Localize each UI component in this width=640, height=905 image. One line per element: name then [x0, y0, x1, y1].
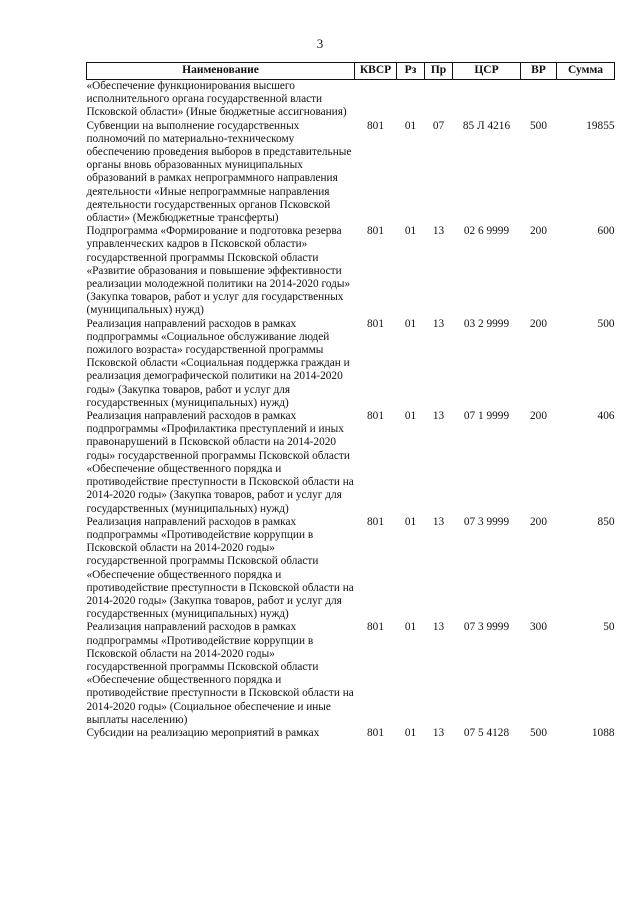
row-sum — [557, 80, 615, 120]
row-kvsr: 801 — [367, 726, 384, 739]
header-name: Наименование — [87, 63, 355, 80]
row-vr: 200 — [530, 317, 547, 330]
row-rz: 01 — [404, 515, 417, 528]
header-pr: Пр — [425, 63, 453, 80]
table-row — [87, 516, 615, 622]
row-kvsr: 801 — [367, 515, 384, 528]
row-pr: 13 — [432, 515, 445, 528]
row-sum: 406 — [597, 410, 615, 423]
table-row — [87, 120, 615, 226]
row-vr: 200 — [530, 410, 547, 423]
header-sum: Сумма — [557, 63, 615, 80]
row-csr — [453, 80, 521, 120]
row-vr: 500 — [530, 726, 547, 739]
row-vr: 200 — [530, 515, 547, 528]
row-rz: 01 — [404, 119, 417, 132]
row-sum: 1088 — [591, 726, 615, 739]
row-rz: 01 — [404, 410, 417, 423]
row-rz — [397, 80, 425, 120]
row-rz: 01 — [404, 621, 417, 634]
row-kvsr: 801 — [367, 119, 384, 132]
row-name: Реализация направлений расходов в рамках подпрограммы «Противодействие коррупции в Псковской области на 2014-2020 годы» государственной программы Псковской области «Обеспечение общественного порядка и противодействие преступности в Псковской области на 2014-2020 годы» (Закупка товаров, работ и услуг для государственных (муниципальных) нужд) — [86, 515, 354, 621]
table-row — [87, 621, 615, 727]
row-kvsr: 801 — [367, 317, 384, 330]
table-row — [87, 225, 615, 317]
row-name: Подпрограмма «Формирование и подготовка резерва управленческих кадров в Псковской области» государственной программы Псковской области «Развитие образования и повышение эффективности реализации молодежной политики на 2014-2020 годы» (Закупка товаров, работ и услуг для государственных (муниципальных) нужд) — [86, 225, 351, 317]
row-vr: 500 — [530, 119, 547, 132]
row-csr: 07 3 9999 — [463, 515, 510, 528]
budget-table — [86, 62, 615, 740]
row-csr: 07 1 9999 — [463, 410, 510, 423]
table-row — [87, 410, 615, 516]
row-name: Субвенции на выполнение государственных полномочий по материально-техническому обеспечению проведения выборов в представительные органы вновь образованных муниципальных образований в рамках непрограммного направления деятельности «Иные непрограммные направления деятельности государственных органов Псковской области» (Межбюджетные трансферты) — [86, 119, 352, 225]
header-csr: ЦСР — [453, 63, 521, 80]
row-kvsr — [355, 80, 397, 120]
row-csr: 85 Л 4216 — [462, 119, 511, 132]
row-pr — [425, 80, 453, 120]
row-name: Реализация направлений расходов в рамках подпрограммы «Противодействие коррупции в Псковской области на 2014-2020 годы» государственной программы Псковской области «Обеспечение общественного порядка и противодействие преступности в Псковской области на 2014-2020 годы» (Социальное обеспечение и иные выплаты населению) — [86, 621, 354, 726]
table-header-row — [87, 63, 615, 80]
header-kvsr: КВСР — [355, 63, 397, 80]
page-number: 3 — [316, 36, 324, 51]
row-name: Субсидии на реализацию мероприятий в рамках — [86, 726, 320, 739]
row-rz: 01 — [404, 317, 417, 330]
row-sum: 600 — [597, 225, 615, 238]
row-kvsr: 801 — [367, 621, 384, 634]
row-name: «Обеспечение функционирования высшего исполнительного органа государственной власти Псковской области» (Иные бюджетные ассигнования) — [86, 80, 347, 119]
row-name: Реализация направлений расходов в рамках подпрограммы «Социальное обслуживание людей пожилого возраста» государственной программы Псковской области «Социальная поддержка граждан и реализация демографической политики на 2014-2020 годы» (Закупка товаров, работ и услуг для государственных (муниципальных) нужд) — [86, 317, 350, 409]
row-pr: 13 — [432, 621, 445, 634]
row-sum: 500 — [597, 317, 615, 330]
row-pr: 13 — [432, 225, 445, 238]
row-csr: 02 6 9999 — [463, 225, 510, 238]
row-pr: 13 — [432, 317, 445, 330]
row-vr: 300 — [530, 621, 547, 634]
row-pr: 07 — [432, 119, 445, 132]
row-name: Реализация направлений расходов в рамках подпрограммы «Профилактика преступлений и иных правонарушений в Псковской области на 2014-2020 годы» государственной программы Псковской области «Обеспечение общественного порядка и противодействие преступности в Псковской области на 2014-2020 годы» (Закупка товаров, работ и услуг для государственных (муниципальных) нужд) — [86, 410, 354, 515]
header-vr: ВР — [521, 63, 557, 80]
header-rz: Рз — [397, 63, 425, 80]
table-row — [87, 318, 615, 410]
row-kvsr: 801 — [367, 225, 384, 238]
row-pr: 13 — [432, 726, 445, 739]
row-rz: 01 — [404, 726, 417, 739]
row-sum: 850 — [597, 515, 615, 528]
row-rz: 01 — [404, 225, 417, 238]
row-csr: 03 2 9999 — [463, 317, 510, 330]
row-csr: 07 3 9999 — [463, 621, 510, 634]
row-vr: 200 — [530, 225, 547, 238]
row-sum: 50 — [603, 621, 615, 634]
table-row — [87, 80, 615, 120]
row-vr — [521, 80, 557, 120]
table-row — [87, 727, 615, 740]
row-pr: 13 — [432, 410, 445, 423]
row-csr: 07 5 4128 — [463, 726, 510, 739]
row-kvsr: 801 — [367, 410, 384, 423]
row-sum: 19855 — [586, 119, 615, 132]
